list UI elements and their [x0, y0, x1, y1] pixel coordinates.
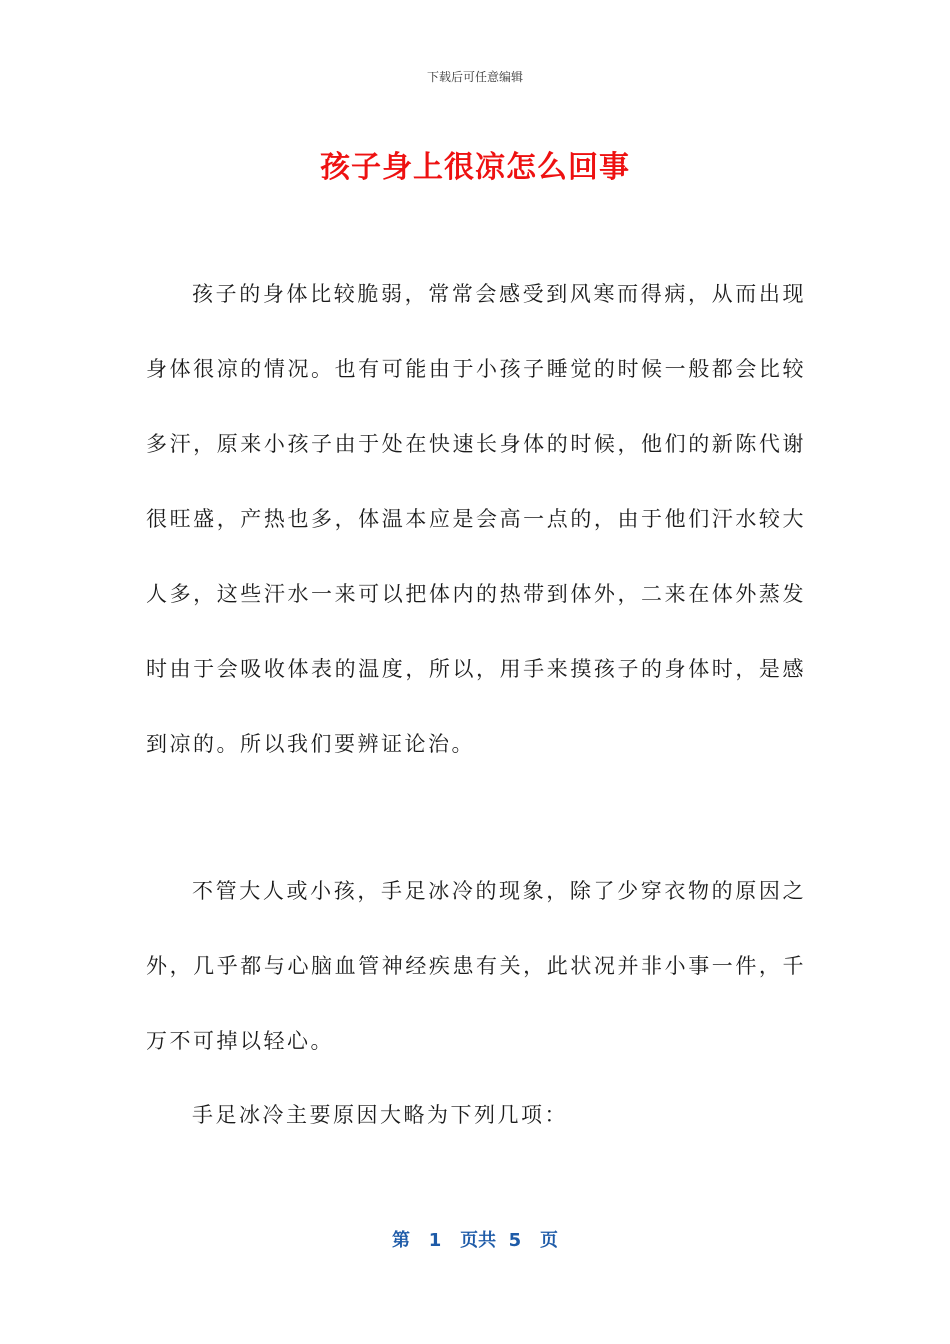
body-paragraph: 不管大人或小孩，手足冰冷的现象，除了少穿衣物的原因之外，几乎都与心脑血管神经疾患有关，此状况并非小事一件，千万不可掉以轻心。 — [146, 879, 806, 1053]
document-title: 孩子身上很凉怎么回事 — [320, 150, 630, 185]
total-pages-number: 5 — [508, 1230, 522, 1251]
page-footer — [0, 1226, 950, 1252]
body-paragraph: 孩子的身体比较脆弱，常常会感受到风寒而得病，从而出现身体很凉的情况。也有可能由于小孩子睡觉的时候一般都会比较多汗，原来小孩子由于处在快速长身体的时候，他们的新陈代谢很旺盛，产热也多，体温本应是会高一点的，由于他们汗水较大人多，这些汗水一来可以把体内的热带到体外，二来在体外蒸发时由于会吸收体表的温度，所以，用手来摸孩子的身体时，是感到凉的。所以我们要辨证论治。 — [146, 282, 806, 756]
body-paragraph: 手足冰冷主要原因大略为下列几项： — [192, 1103, 568, 1127]
header-note: 下载后可任意编辑 — [426, 70, 523, 84]
page-middle: 页共 — [460, 1230, 497, 1251]
page-prefix: 第 — [391, 1230, 410, 1251]
current-page-number: 1 — [428, 1230, 442, 1251]
page-suffix: 页 — [540, 1230, 559, 1251]
